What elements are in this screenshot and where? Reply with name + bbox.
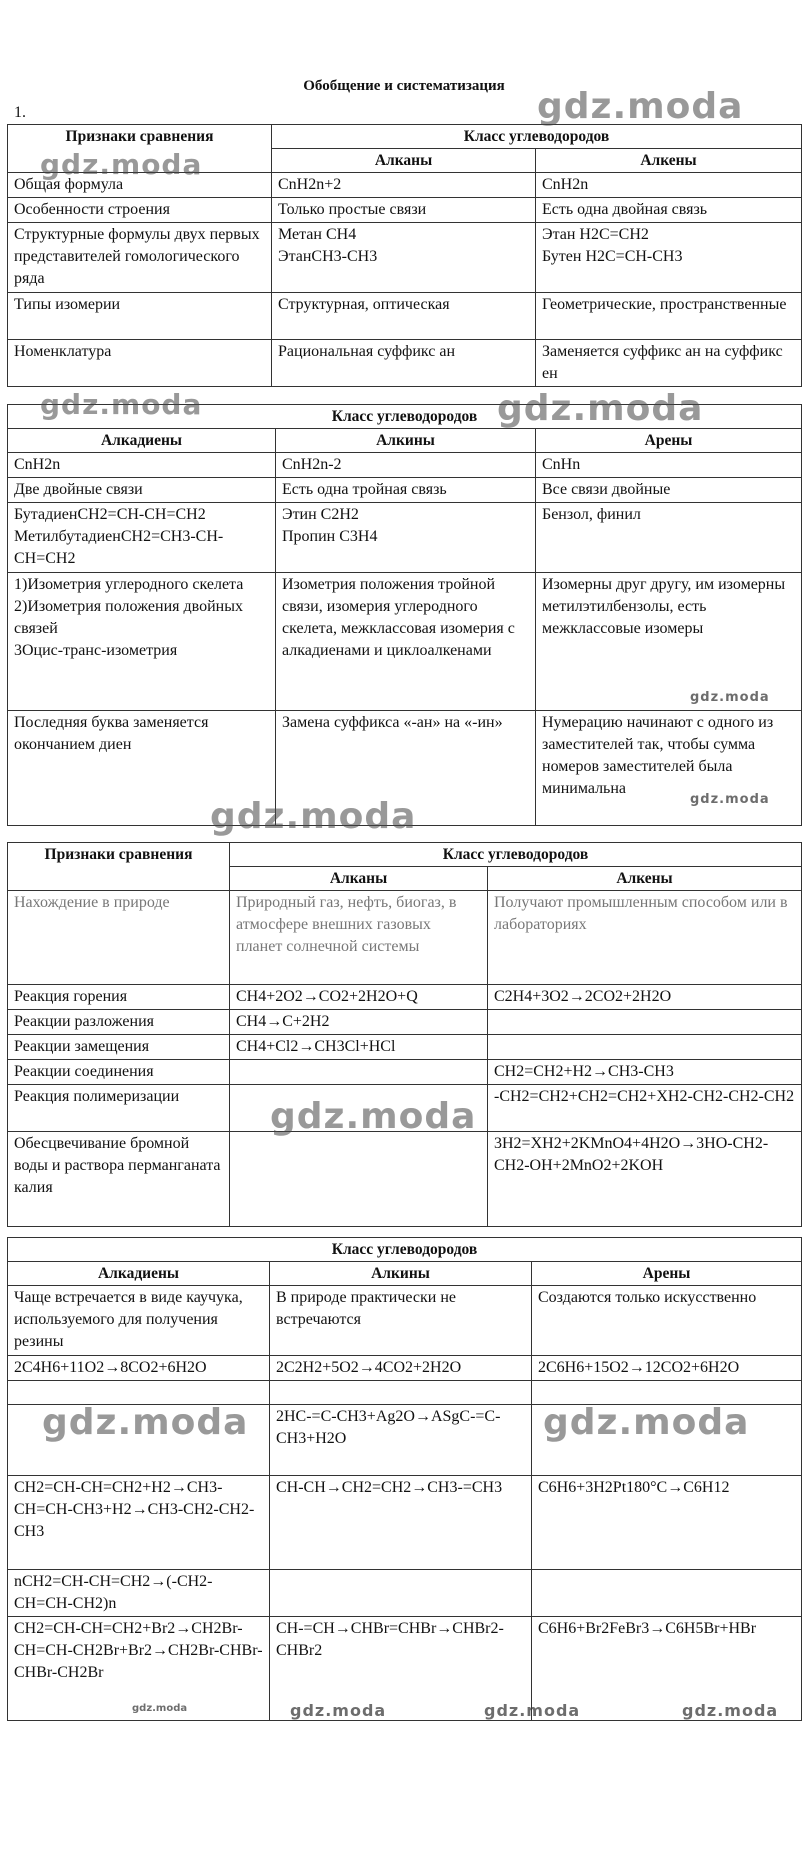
table-cell: 2HC-=C-CH3+Ag2O→ASgC-=C-CH3+H2O (270, 1405, 532, 1476)
table-cell: Есть одна двойная связь (536, 198, 802, 223)
watermark: gdz.moda (40, 148, 203, 181)
table-cell: CnH2n-2 (276, 453, 536, 478)
header-alkenes: Алкены (536, 149, 802, 173)
watermark: gdz.moda (40, 388, 203, 421)
table-cell: CnH2n (536, 173, 802, 198)
table-cell: CH4+2O2→CO2+2H2O+Q (230, 985, 488, 1010)
header-alkanes: Алканы (230, 867, 488, 891)
table-cell: CnHn (536, 453, 802, 478)
table-cell: Реакция полимеризации (8, 1085, 230, 1132)
table-cell: C6H6+Br2FeBr3→C6H5Br+HBr (532, 1617, 802, 1721)
table-cell: CH-=CH→CHBr=CHBr→CHBr2-CHBr2 (270, 1617, 532, 1721)
table-cell: Структурные формулы двух первых представителей гомологического ряда (8, 223, 272, 293)
table-cell: Бензол, финил (536, 503, 802, 573)
watermark: gdz.moda (682, 1701, 779, 1720)
table-cell: Этан H2C=CH2 Бутен H2C=CH-CH3 (536, 223, 802, 293)
watermark: gdz.moda (690, 690, 770, 705)
table-cell: CH4→C+2H2 (230, 1010, 488, 1035)
watermark: gdz.moda (290, 1701, 387, 1720)
table-cell: C2H4+3O2→2CO2+2H2O (488, 985, 802, 1010)
table-cell: Реакции замещения (8, 1035, 230, 1060)
table-cell: CH2=CH-CH=CH2+H2→CH3-CH=CH-CH3+H2→CH3-CH2-CH2-CH3 (8, 1476, 270, 1570)
table-cell (230, 1132, 488, 1227)
table-cell: CH-CH→CH2=CH2→CH3-=CH3 (270, 1476, 532, 1570)
table-cell: 2C2H2+5O2→4CO2+2H2O (270, 1356, 532, 1381)
table-cell: Реакция горения (8, 985, 230, 1010)
header-signs: Признаки сравнения (8, 843, 230, 891)
header-alkynes: Алкины (270, 1262, 532, 1286)
table-alkanes-alkenes-reactions (7, 842, 802, 1227)
table-cell: Есть одна тройная связь (276, 478, 536, 503)
header-class: Класс углеводородов (8, 1238, 802, 1262)
table-cell: Последняя буква заменяется окончанием диен (8, 711, 276, 826)
table-cell: Нахождение в природе (8, 891, 230, 985)
watermark: gdz.moda (497, 388, 704, 429)
watermark: gdz.moda (210, 796, 417, 837)
table-cell: Природный газ, нефть, биогаз, в атмосфере внешних газовых планет солнечной системы (230, 891, 488, 985)
watermark: gdz.moda (543, 1402, 750, 1443)
header-class: Класс углеводородов (230, 843, 802, 867)
table-cell: -CH2=CH2+CH2=CH2+XH2-CH2-CH2-CH2 (488, 1085, 802, 1132)
table-cell: CnH2n (8, 453, 276, 478)
table-cell: Только простые связи (272, 198, 536, 223)
watermark: gdz.moda (42, 1402, 249, 1443)
table-cell: nCH2=CH-CH=CH2→(-CH2-CH=CH-CH2)n (8, 1570, 270, 1617)
table-cell: Общая формула (8, 173, 272, 198)
table-cell: Особенности строения (8, 198, 272, 223)
table-cell: Замена суффикса «-ан» на «-ин» (276, 711, 536, 826)
table-cell: Геометрические, пространственные (536, 293, 802, 340)
table-cell: Метан CH4 ЭтанCH3-CH3 (272, 223, 536, 293)
watermark: gdz.moda (537, 86, 744, 127)
table-cell (532, 1570, 802, 1617)
table-cell: Структурная, оптическая (272, 293, 536, 340)
table-cell: Изомерны друг другу, им изомерны метилэтилбензолы, есть межклассовые изомеры (536, 573, 802, 711)
table-cell: 3H2=XH2+2KMnO4+4H2O→3HO-CH2-CH2-OH+2MnO2+2KOH (488, 1132, 802, 1227)
table-cell: Две двойные связи (8, 478, 276, 503)
table-cell (8, 1381, 270, 1405)
table-cell: БутадиенCH2=CH-CH=CH2 МетилбутадиенCH2=CH3-CH-CH=CH2 (8, 503, 276, 573)
table-cell: Обесцвечивание бромной воды и раствора перманганата калия (8, 1132, 230, 1227)
table-cell: Типы изомерии (8, 293, 272, 340)
header-class: Класс углеводородов (272, 125, 802, 149)
task-number: 1. (14, 104, 26, 121)
table-cell: 2C6H6+15O2→12CO2+6H2O (532, 1356, 802, 1381)
table-cell: CH4+Cl2→CH3Cl+HCl (230, 1035, 488, 1060)
table-cell: CH2=CH-CH=CH2+Br2→CH2Br-CH=CH-CH2Br+Br2→CH2Br-CHBr-CHBr-CH2Br (8, 1617, 270, 1721)
table-cell (270, 1570, 532, 1617)
watermark: gdz.moda (484, 1701, 581, 1720)
table-cell: Нумерацию начинают с одного из заместителей так, чтобы сумма номеров заместителей была минимальна (536, 711, 802, 826)
header-arenes: Арены (532, 1262, 802, 1286)
table-cell (230, 1060, 488, 1085)
table-cell: Реакции соединения (8, 1060, 230, 1085)
header-arenes: Арены (536, 429, 802, 453)
table-cell: Создаются только искусственно (532, 1286, 802, 1356)
table-cell (488, 1035, 802, 1060)
table-cell: CnH2n+2 (272, 173, 536, 198)
table-cell: Все связи двойные (536, 478, 802, 503)
table-cell: Этин C2H2 Пропин C3H4 (276, 503, 536, 573)
watermark: gdz.moda (270, 1096, 477, 1137)
table-cell (488, 1010, 802, 1035)
table-cell (532, 1381, 802, 1405)
table-cell: 1)Изометрия углеродного скелета 2)Изометрия положения двойных связей 3Oцис-транс-изометрия (8, 573, 276, 711)
header-class: Класс углеводородов (8, 405, 802, 429)
table-alkadienes-alkynes-arenes-reactions (7, 1237, 802, 1721)
table-cell: В природе практически не встречаются (270, 1286, 532, 1356)
table-cell (270, 1381, 532, 1405)
header-alkadienes: Алкадиены (8, 429, 276, 453)
table-cell: Изометрия положения тройной связи, изомерия углеродного скелета, межклассовая изомерия с алкадиенами и циклоалкенами (276, 573, 536, 711)
header-alkynes: Алкины (276, 429, 536, 453)
page-title: Обобщение и систематизация (303, 78, 505, 94)
table-cell: Получают промышленным способом или в лабораториях (488, 891, 802, 985)
table-cell: Чаще встречается в виде каучука, используемого для получения резины (8, 1286, 270, 1356)
header-signs: Признаки сравнения (8, 125, 272, 173)
table-cell: Реакции разложения (8, 1010, 230, 1035)
watermark: gdz.moda (132, 1703, 188, 1714)
watermark: gdz.moda (690, 792, 770, 807)
header-alkadienes: Алкадиены (8, 1262, 270, 1286)
header-alkanes: Алканы (272, 149, 536, 173)
header-alkenes: Алкены (488, 867, 802, 891)
table-cell: C6H6+3H2Pt180°C→C6H12 (532, 1476, 802, 1570)
table-cell: Заменяется суффикс ан на суффикс ен (536, 340, 802, 387)
table-cell: CH2=CH2+H2→CH3-CH3 (488, 1060, 802, 1085)
table-cell: 2C4H6+11O2→8CO2+6H2O (8, 1356, 270, 1381)
table-cell: Номенклатура (8, 340, 272, 387)
table-cell: Рациональная суффикс ан (272, 340, 536, 387)
table-alkadienes-alkynes-arenes-properties (7, 404, 802, 826)
